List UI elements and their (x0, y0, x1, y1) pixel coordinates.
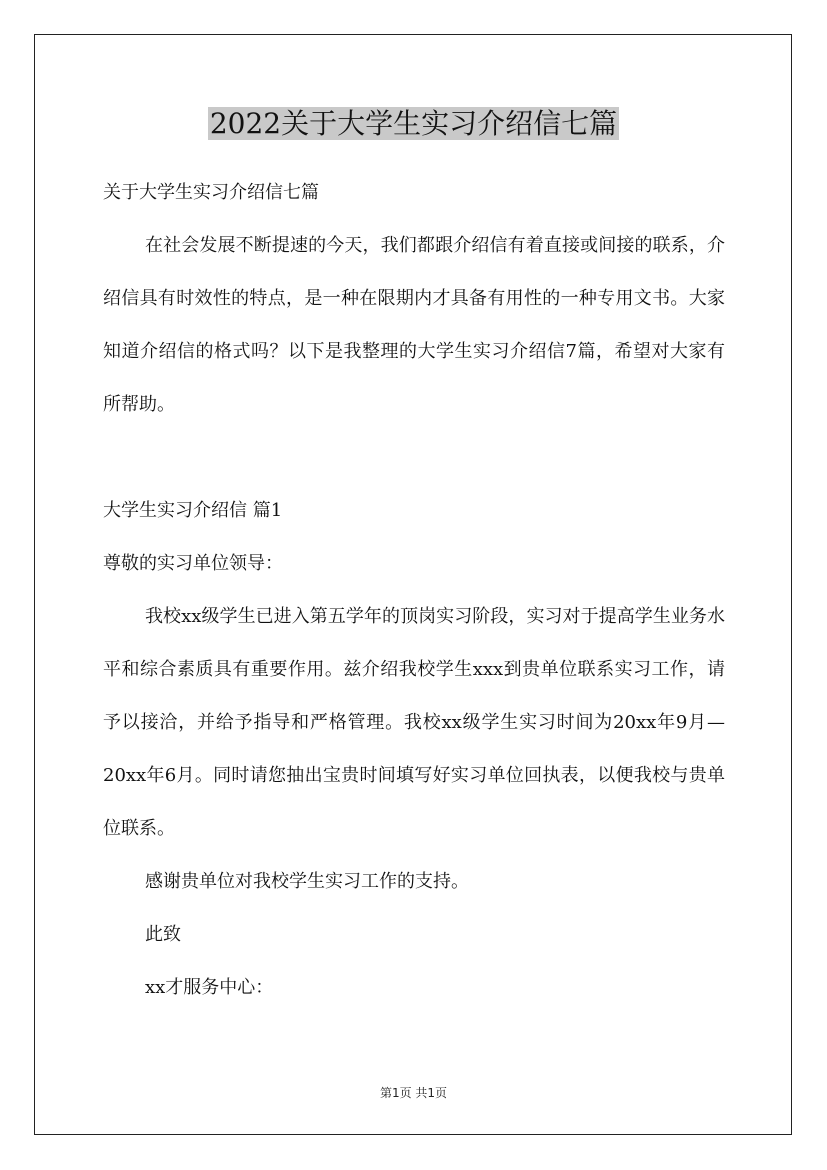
letter-closing: 此致 (145, 924, 181, 945)
document-title-text: 2022关于大学生实习介绍信七篇 (209, 107, 618, 140)
page-footer (0, 1084, 827, 1101)
letter-recipient: xx才服务中心： (145, 977, 274, 998)
document-subtitle: 关于大学生实习介绍信七篇 (103, 182, 319, 203)
section-heading: 大学生实习介绍信 篇1 (103, 500, 283, 521)
document-title (0, 104, 827, 144)
document-body (103, 166, 725, 1014)
page-number: 第1页 共1页 (379, 1086, 448, 1100)
salutation: 尊敬的实习单位领导： (103, 553, 283, 574)
intro-paragraph: 在社会发展不断提速的今天，我们都跟介绍信有着直接或间接的联系，介绍信具有时效性的特点，是一种在限期内才具备有用性的一种专用文书。大家知道介绍信的格式吗？以下是我整理的大学生实习介绍信7篇，希望对大家有所帮助。 (103, 235, 725, 415)
paragraph-spacer (103, 431, 725, 484)
letter-paragraph-2: 感谢贵单位对我校学生实习工作的支持。 (145, 871, 469, 892)
letter-paragraph-1: 我校xx级学生已进入第五学年的顶岗实习阶段，实习对于提高学生业务水平和综合素质具有重要作用。兹介绍我校学生xxx到贵单位联系实习工作，请予以接洽，并给予指导和严格管理。我校xx级学生实习时间为20xx年9月—20xx年6月。同时请您抽出宝贵时间填写好实习单位回执表，以便我校与贵单位联系。 (103, 606, 725, 839)
